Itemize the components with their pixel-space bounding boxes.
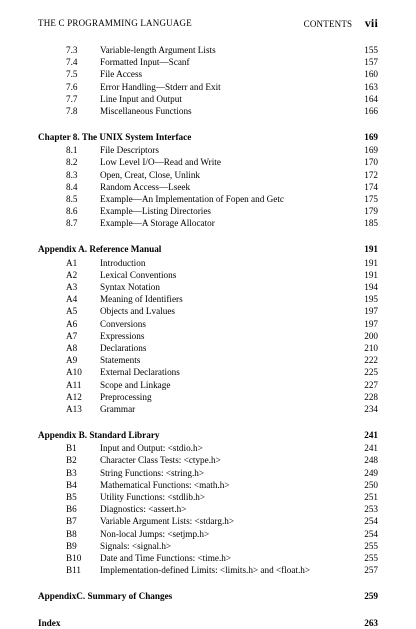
section-title: Diagnostics: <assert.h> [100,504,187,515]
toc-section-entry [38,454,378,466]
section-number: B2 [66,455,77,466]
section-title: Character Class Tests: <ctype.h> [100,455,221,466]
section-number: A7 [66,330,78,341]
section-number: 7.3 [66,45,78,55]
section-title: Mathematical Functions: <math.h> [100,479,230,490]
section-number: 7.4 [66,57,78,68]
section-number: 8.4 [66,181,78,192]
toc-chapter-entry [38,590,378,602]
page-number: 225 [364,367,378,378]
section-number: A2 [66,269,78,280]
toc-section-entry [38,552,378,564]
section-number: B11 [66,565,81,576]
section-number: A9 [66,355,78,366]
section-title: Miscellaneous Functions [100,106,192,116]
section-number: 8.3 [66,169,78,180]
section-title: Syntax Notation [100,282,160,292]
page-number: 254 [364,516,378,527]
toc-section-entry [38,366,378,378]
section-number: B3 [66,467,77,478]
section-number: A10 [66,367,82,378]
toc-section-entry [38,330,378,342]
section-title: Meaning of Identifiers [100,294,183,305]
page-number: 179 [364,206,378,217]
section-title: Objects and Lvalues [100,306,176,317]
page-number: 163 [364,81,378,92]
section-number: A12 [66,391,82,402]
page-number: 185 [364,218,378,229]
toc-section-entry [38,169,378,181]
page-number: 248 [364,455,378,466]
section-number: 8.5 [66,194,78,204]
page-number: 227 [364,379,378,390]
section-title: Expressions [100,330,145,341]
page-number: 175 [364,194,378,204]
toc-section-entry [38,354,378,366]
toc-chapter-entry [38,617,378,629]
toc-section-entry [38,342,378,354]
section-title: Example—Listing Directories [100,206,211,217]
section-title: Random Access—Lseek [100,181,191,192]
page-number: 197 [364,318,378,329]
toc-section-entry [38,442,378,454]
page-numeral: vii [364,16,378,30]
page-number: 197 [364,306,378,317]
section-number: A13 [66,404,82,414]
chapter-title: Appendix A. Reference Manual [38,244,162,255]
page-number: 200 [364,330,378,341]
page-number: 169 [364,145,378,156]
section-title: Example—An Implementation of Fopen and Getc [100,194,284,204]
section-title: Lexical Conventions [100,269,177,280]
toc-section-entry [38,379,378,391]
section-number: A5 [66,306,78,317]
page-number: 251 [364,492,378,502]
section-number: A3 [66,282,78,292]
toc-section-entry [38,528,378,540]
section-number: 8.6 [66,206,78,217]
section-title: Grammar [100,404,136,414]
page-number: 172 [364,169,378,180]
toc-section-entry [38,281,378,293]
section-number: B4 [66,479,77,490]
page-number: 160 [364,69,378,80]
toc-section-entry [38,81,378,93]
section-number: B5 [66,492,77,502]
section-number: A1 [66,257,78,268]
section-number: A4 [66,294,78,305]
section-title: Implementation-defined Limits: <limits.h> and <float.h> [100,565,311,576]
toc-section-entry [38,318,378,330]
toc-chapter-entry [38,131,378,143]
section-title: Date and Time Functions: <time.h> [100,553,232,563]
section-title: Declarations [100,343,147,353]
toc-section-entry [38,564,378,576]
page-number: 254 [364,528,378,539]
section-title: Input and Output: <stdio.h> [100,443,203,454]
section-number: 7.6 [66,81,78,92]
page-number: 164 [364,93,378,104]
toc-section-entry [38,391,378,403]
section-number: B9 [66,540,77,551]
section-number: B7 [66,516,77,527]
toc-section-entry [38,144,378,156]
chapter-title: Chapter 8. The UNIX System Interface [38,131,192,142]
section-title: Scope and Linkage [100,379,171,390]
section-title: File Descriptors [100,145,159,156]
page-number: 155 [364,45,378,55]
section-title: Error Handling—Stderr and Exit [100,81,221,92]
toc-section-entry [38,491,378,503]
section-number: B6 [66,504,77,515]
section-number: A8 [66,343,78,353]
toc-section-entry [38,105,378,117]
page-number: 257 [364,565,378,576]
section-title: Non-local Jumps: <setjmp.h> [100,528,210,539]
page-number: 194 [364,282,378,292]
section-number: B8 [66,528,77,539]
toc-section-entry [38,181,378,193]
section-number: 7.7 [66,93,78,104]
header-right [304,16,378,31]
toc-chapter-entry [38,243,378,255]
page-number: 191 [364,257,378,268]
section-title: Signals: <signal.h> [100,540,172,551]
toc-section-entry [38,257,378,269]
section-number: 8.2 [66,157,78,168]
toc-section-entry [38,467,378,479]
section-title: External Declarations [100,367,180,378]
page-number: 174 [364,181,378,192]
chapter-title: Index [38,617,61,628]
toc-section-entry [38,193,378,205]
toc-section-entry [38,269,378,281]
section-number: A11 [66,379,82,390]
section-title: Variable-length Argument Lists [100,45,216,55]
page-number: 157 [364,57,378,68]
chapter-title: AppendixC. Summary of Changes [38,590,173,601]
page-number: 250 [364,479,378,490]
section-title: Example—A Storage Allocator [100,218,215,229]
section-number: A6 [66,318,78,329]
toc-section-entry [38,479,378,491]
toc-section-entry [38,540,378,552]
page-number: 169 [364,131,378,142]
section-title: Introduction [100,257,146,268]
section-title: Conversions [100,318,146,329]
page-number: 191 [364,244,378,255]
section-number: B10 [66,553,82,563]
page-number: 241 [364,429,378,440]
toc-section-entry [38,205,378,217]
section-title: Utility Functions: <stdlib.h> [100,492,206,502]
section-number: 7.5 [66,69,78,80]
page-number: 170 [364,157,378,168]
toc-section-entry [38,293,378,305]
page-number: 191 [364,269,378,280]
page-number: 249 [364,467,378,478]
section-title: Statements [100,355,141,366]
toc-section-entry [38,403,378,415]
toc-section-entry [38,56,378,68]
running-header [38,18,378,32]
toc-section-entry [38,93,378,105]
page-number: 259 [364,590,378,601]
book-title: THE C PROGRAMMING LANGUAGE [38,18,192,28]
toc-section-entry [38,503,378,515]
toc-section-entry [38,156,378,168]
section-number: 8.7 [66,218,78,229]
section-title: Formatted Input—Scanf [100,57,190,68]
toc-section-entry [38,68,378,80]
section-title: Line Input and Output [100,93,182,104]
page-number: 166 [364,106,378,116]
section-title: String Functions: <string.h> [100,467,205,478]
section-title: Open, Creat, Close, Unlink [100,169,201,180]
section-number: B1 [66,443,77,454]
chapter-title: Appendix B. Standard Library [38,429,160,440]
section-number: 7.8 [66,106,78,116]
section-title: Low Level I/O—Read and Write [100,157,221,168]
page-number: 210 [364,343,378,353]
page-number: 234 [364,404,378,414]
section-title: Preprocessing [100,391,152,402]
page-number: 253 [364,504,378,515]
section-number: 8.1 [66,145,78,156]
toc-section-entry [38,515,378,527]
page-number: 195 [364,294,378,305]
toc-section-entry [38,217,378,229]
page-number: 255 [364,553,378,563]
section-name: CONTENTS [303,19,353,29]
toc-section-entry [38,305,378,317]
section-title: File Access [100,69,143,80]
page-number: 228 [364,391,378,402]
page-number: 255 [364,540,378,551]
toc-section-entry [38,44,378,56]
page-number: 263 [364,617,378,628]
page-number: 241 [364,443,378,454]
page-number: 222 [364,355,378,366]
section-title: Variable Argument Lists: <stdarg.h> [100,516,235,527]
toc-chapter-entry [38,429,378,441]
